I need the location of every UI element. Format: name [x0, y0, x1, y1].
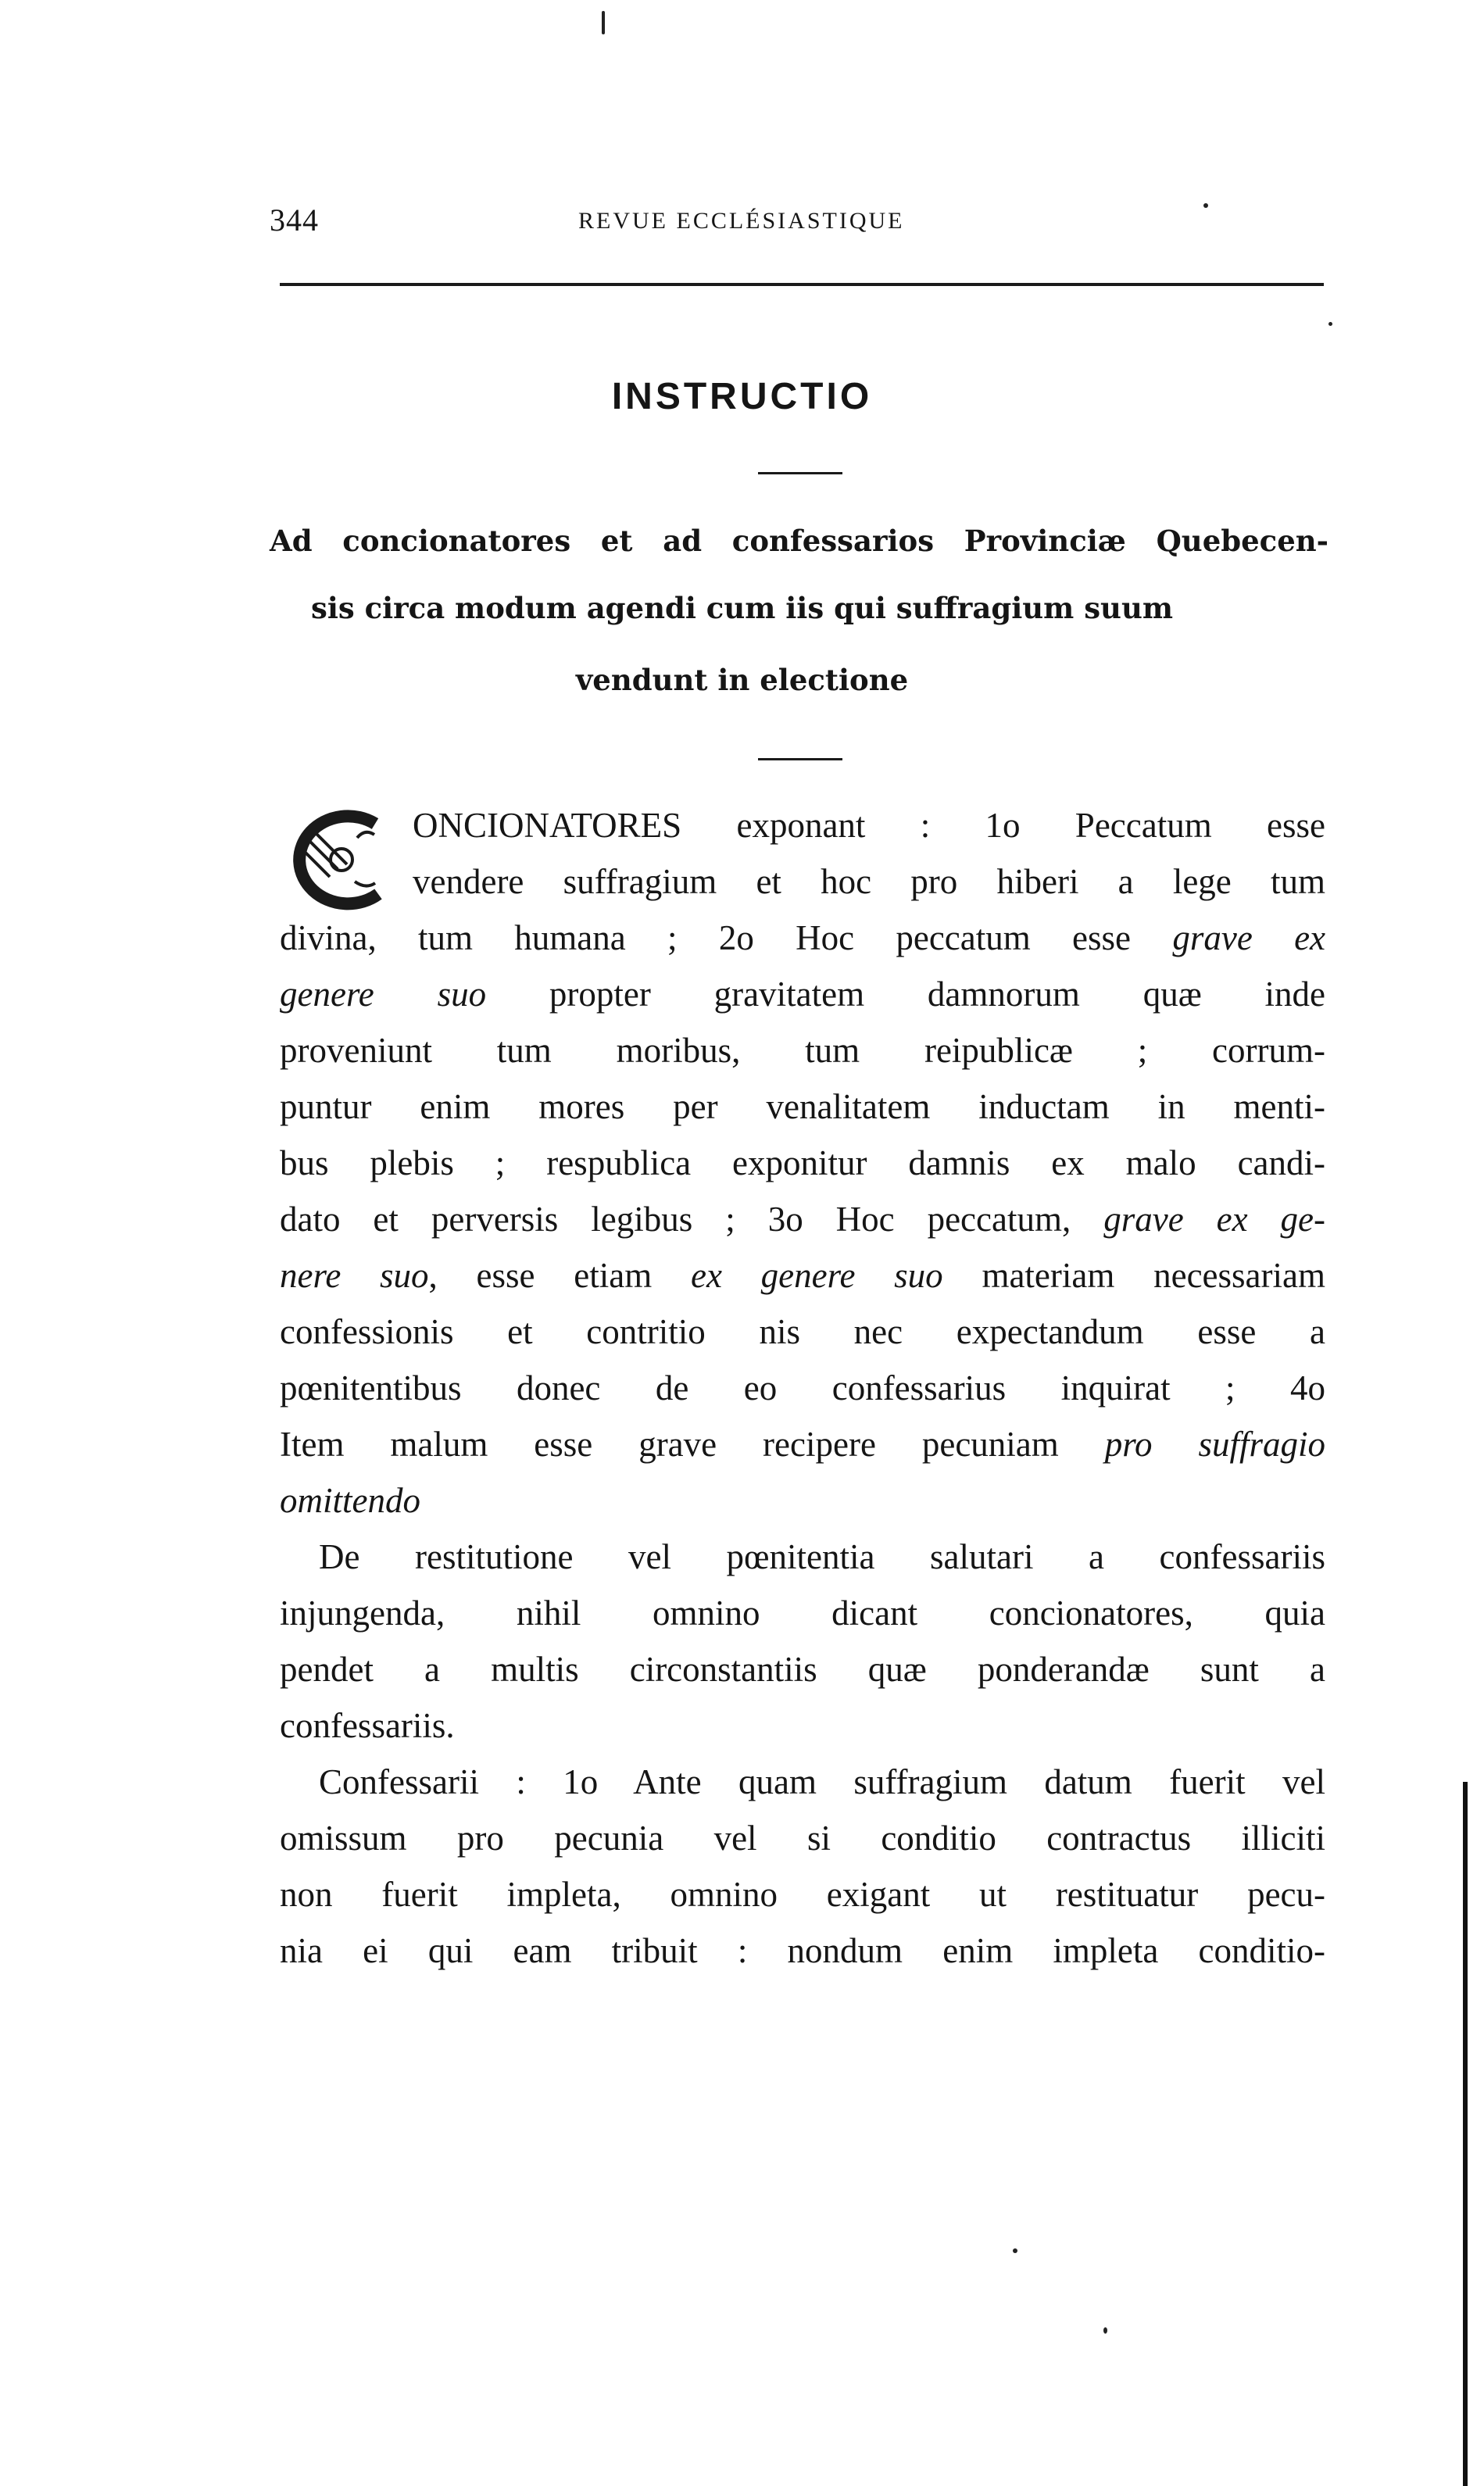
body-text-run: materiam necessariam [982, 1256, 1325, 1295]
body-line: De restitutione vel pœnitentia salutari a confessariis [319, 1537, 1325, 1576]
scan-edge-shadow [1463, 1782, 1468, 2486]
subtitle-line-2: sis circa modum agendi cum iis qui suffragium suum [311, 591, 1173, 625]
body-line: pœnitentibus donec de eo confessarius inquirat ; 4o [280, 1368, 1325, 1408]
header-rule [280, 283, 1324, 286]
body-italic-run: omittendo [280, 1481, 420, 1520]
scan-speck [1103, 2327, 1107, 2334]
body-line: vendere suffragium et hoc pro hiberi a lege tum [413, 862, 1325, 901]
body-line [280, 1255, 1325, 1302]
body-italic-run: ex genere suo [690, 1256, 943, 1295]
dropcap-letter: C [341, 870, 343, 871]
subtitle-line-3: vendunt in electione [575, 663, 909, 697]
scan-speck [602, 11, 605, 34]
body-text-run: dato et perversis legibus ; 3o Hoc peccatum, [280, 1200, 1071, 1239]
body-italic-run: grave ex [1172, 918, 1326, 957]
body-line: proveniunt tum moribus, tum reipublicæ ; corrum- [280, 1031, 1325, 1070]
body-line: confessionis et contritio nis nec expectandum esse a [280, 1312, 1325, 1351]
body-text-run: divina, tum humana ; 2o Hoc peccatum esse [280, 918, 1132, 957]
body-italic-run: genere suo [280, 975, 487, 1014]
scan-speck [1203, 203, 1208, 208]
subtitle-line-1: Ad concionatores et ad confessarios Provinciæ Quebecen- [270, 524, 1328, 558]
body-line: non fuerit impleta, omnino exigant ut restituatur pecu- [280, 1875, 1325, 1914]
body-line: nia ei qui eam tribuit : nondum enim impleta conditio- [280, 1931, 1325, 1970]
article-title: INSTRUCTIO [611, 376, 873, 417]
ornamental-dropcap [283, 807, 400, 916]
body-line [280, 1199, 1325, 1246]
body-line [280, 1480, 1325, 1527]
body-line [280, 974, 1325, 1021]
body-line: omissum pro pecunia vel si conditio contractus illiciti [280, 1819, 1325, 1858]
scan-speck [1013, 2248, 1017, 2253]
subtitle-rule [758, 758, 842, 760]
body-line [280, 917, 1325, 964]
body-italic-run: nere suo [280, 1256, 429, 1295]
body-line [280, 1424, 1325, 1471]
body-line: Confessarii : 1o Ante quam suffragium datum fuerit vel [319, 1762, 1325, 1801]
body-line: confessariis. [280, 1706, 455, 1745]
body-italic-run: grave ex ge- [1103, 1200, 1325, 1239]
body-text-run: Item malum esse grave recipere pecuniam [280, 1425, 1059, 1464]
scan-speck [1328, 322, 1332, 326]
body-line: puntur enim mores per venalitatem inductam in menti- [280, 1087, 1325, 1126]
body-line: bus plebis ; respublica exponitur damnis ex malo candi- [280, 1143, 1325, 1182]
body-italic-run: pro suffragio [1104, 1425, 1326, 1464]
page-number: 344 [270, 202, 319, 238]
body-line: ONCIONATORES exponant : 1o Peccatum esse [413, 806, 1325, 845]
title-rule [758, 472, 842, 474]
body-text-run: , esse etiam [428, 1256, 653, 1295]
body-line: pendet a multis circonstantiis quæ ponderandæ sunt a [280, 1650, 1325, 1689]
body-line: injungenda, nihil omnino dicant concionatores, quia [280, 1594, 1325, 1633]
running-head: REVUE ECCLÉSIASTIQUE [578, 208, 905, 234]
body-text-run: propter gravitatem damnorum quæ inde [549, 975, 1325, 1014]
